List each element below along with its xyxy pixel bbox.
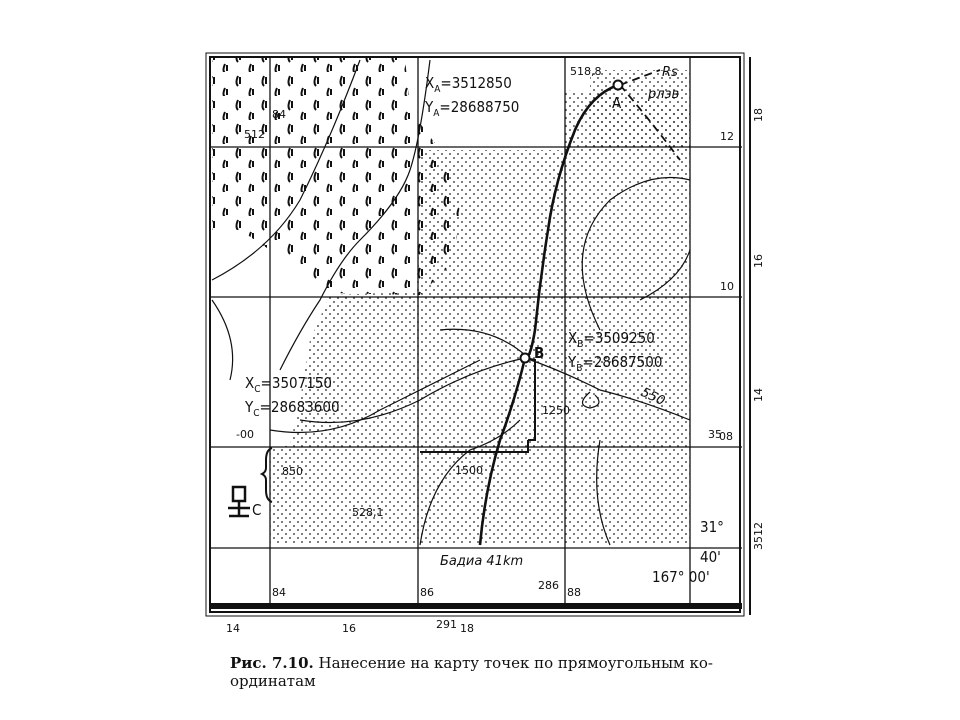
point-a-label: A [612,94,622,112]
rs-label: Rs [662,65,678,80]
right-3512: 3512 [752,522,765,550]
rs-sub-label: pлзв [648,87,680,102]
label-512: 512 [244,128,265,141]
right-14: 14 [752,388,765,402]
point-c-symbol [228,487,250,516]
scale-14: 14 [226,622,240,635]
lat-40: 40' [700,548,721,566]
right-08: 08 [719,430,733,443]
point-c-label: C [252,501,262,519]
elev-528: 528,1 [352,506,384,519]
bottom-86: 86 [420,586,434,599]
contour-550-label: 550 [638,385,668,410]
bottom-286: 286 [538,579,559,592]
right-10: 10 [720,280,734,293]
point-a-marker [614,81,623,90]
yc-label: $Y_C=28683600$ [245,398,340,419]
road-label: Бадиа 41km [440,554,524,569]
right-16: 16 [752,254,765,268]
xc-label: $X_C=3507150$ [245,374,332,395]
point-b-marker [521,354,530,363]
yb-label: $Y_B=28687500$ [568,353,663,374]
right-35-prefix: 35 [708,428,722,441]
bottom-84: 84 [272,586,286,599]
point-b-label: B [534,344,545,362]
bottom-88: 88 [567,586,581,599]
xa-label: $X_A=3512850$ [425,74,512,95]
scale-291: 291 [436,618,457,631]
label-850: 850 [282,465,303,478]
label-1250: 1250 [542,404,570,417]
label-1500: 1500 [455,464,483,477]
ya-label: $Y_A=28688750$ [425,98,520,119]
scale-16: 16 [342,622,356,635]
label-minus00: -00 [236,428,254,441]
lat-31: 31° [700,518,724,536]
label-84-top: 84 [272,108,286,121]
lon-167: 167° 00' [652,568,710,586]
figure-caption [230,654,790,690]
caption-number: Рис. 7.10. [230,654,314,672]
right-12: 12 [720,130,734,143]
elev-518: 518,8 [570,65,602,78]
swamp-terrain [212,58,460,295]
caption-text: Нанесение на карту точек по прямоугольным ко-ординатам [230,654,713,690]
right-18: 18 [752,108,765,122]
scale-18: 18 [460,622,474,635]
xb-label: $X_B=3509250$ [568,329,655,350]
